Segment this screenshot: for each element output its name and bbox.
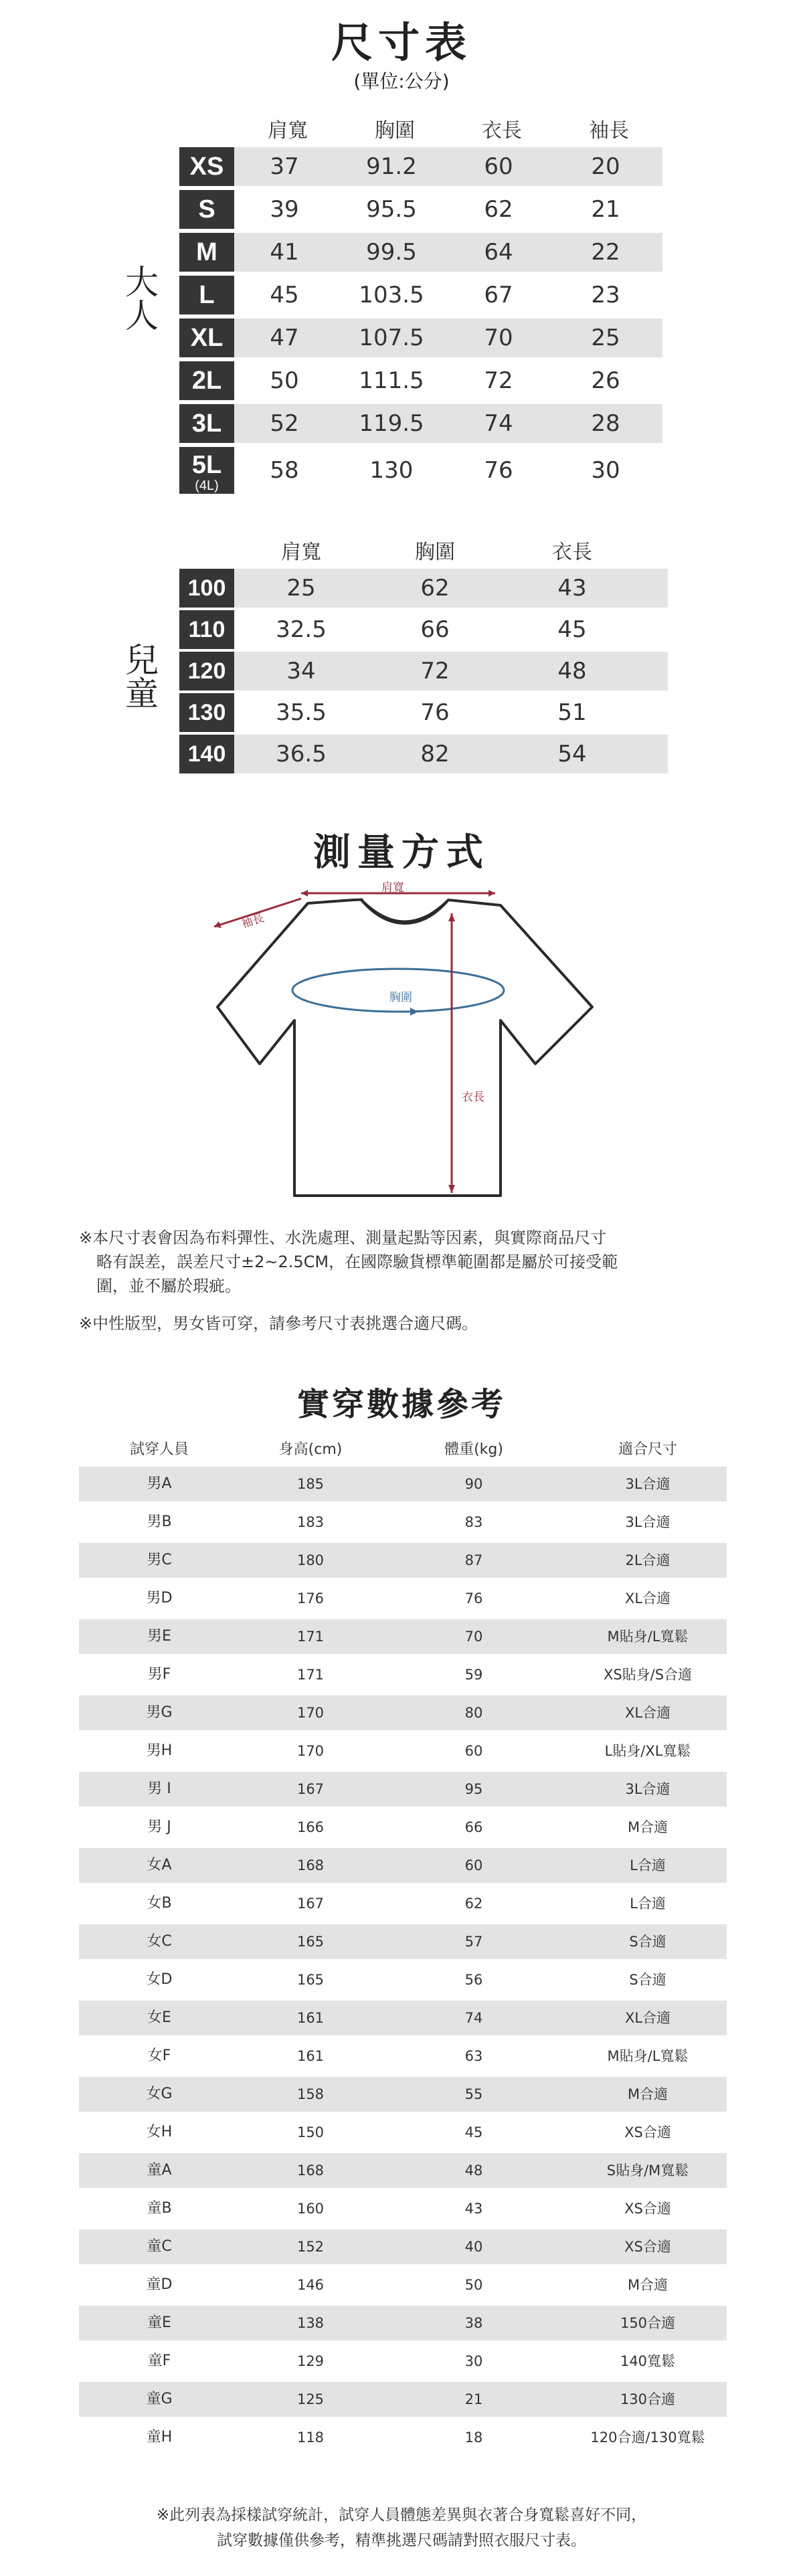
reference-cell: 166 xyxy=(296,1819,325,1835)
size-label xyxy=(179,361,234,400)
reference-cell: L合適 xyxy=(630,1896,666,1912)
size-label xyxy=(179,447,234,494)
size-value: 64 xyxy=(484,239,513,266)
size-label-text: 2L xyxy=(191,367,222,395)
reference-cell: 童B xyxy=(147,2200,172,2217)
reference-cell: 170 xyxy=(296,1743,325,1759)
reference-cell: M合適 xyxy=(627,1819,668,1835)
reference-row xyxy=(79,1467,727,1501)
reference-cell: 女A xyxy=(147,1857,172,1873)
reference-cell: 129 xyxy=(296,2353,325,2369)
reference-cell: XS合適 xyxy=(624,2239,671,2255)
reference-cell: 95 xyxy=(464,1781,483,1797)
reference-cell: 童H xyxy=(146,2429,173,2446)
reference-cell: 48 xyxy=(464,2163,483,2179)
size-label: 130 xyxy=(179,693,234,732)
size-cells xyxy=(234,652,668,691)
kid-size-row xyxy=(179,652,668,691)
size-cells xyxy=(234,735,668,773)
size-label-text: S xyxy=(198,195,215,223)
size-value: 26 xyxy=(591,367,620,394)
size-value: 47 xyxy=(270,325,299,351)
reference-cell: 童G xyxy=(146,2391,173,2407)
reference-row xyxy=(79,1848,727,1883)
size-value: 107.5 xyxy=(359,325,424,351)
reference-row xyxy=(79,2077,727,2112)
size-value: 54 xyxy=(557,741,587,767)
size-value: 130 xyxy=(369,457,414,484)
size-value: 76 xyxy=(484,457,513,484)
reference-cell: M貼身/L寬鬆 xyxy=(607,2048,689,2064)
reference-cell: S合適 xyxy=(629,1934,666,1950)
reference-row xyxy=(79,2115,727,2150)
reference-row xyxy=(79,1581,727,1616)
kid-header-row xyxy=(234,535,669,562)
reference-cell: 童F xyxy=(147,2353,171,2369)
reference-cell: 50 xyxy=(464,2277,483,2293)
size-cells xyxy=(234,190,662,229)
reference-cell: 男B xyxy=(147,1513,172,1530)
measurement-note xyxy=(79,1226,748,1298)
reference-row xyxy=(79,1772,727,1807)
reference-row xyxy=(79,2306,727,2340)
reference-row xyxy=(79,2420,727,2455)
reference-cell: M合適 xyxy=(627,2277,668,2293)
reference-cell: 2L合適 xyxy=(625,1552,671,1568)
size-label xyxy=(179,318,234,357)
reference-cell: 180 xyxy=(296,1552,325,1568)
reference-title: 實穿數據參考 xyxy=(296,1386,506,1423)
size-value: 51 xyxy=(557,699,587,726)
size-value: 91.2 xyxy=(366,153,417,180)
reference-cell: 女B xyxy=(147,1895,172,1912)
size-label: 100 xyxy=(179,569,234,608)
size-value: 22 xyxy=(591,239,620,266)
reference-row xyxy=(79,1505,727,1540)
tshirt-diagram xyxy=(201,873,616,1221)
reference-row xyxy=(79,1543,727,1578)
size-value: 58 xyxy=(270,457,299,484)
reference-cell: S貼身/M寬鬆 xyxy=(606,2163,689,2179)
reference-cell: 87 xyxy=(464,1552,483,1568)
unisex-note: ※中性版型，男女皆可穿，請參考尺寸表挑選合適尺碼。 xyxy=(79,1314,478,1333)
size-value: 66 xyxy=(420,616,450,643)
size-value: 99.5 xyxy=(366,239,417,266)
size-value: 43 xyxy=(557,575,587,602)
size-value: 37 xyxy=(270,153,299,180)
reference-row xyxy=(79,1886,727,1921)
reference-cell: 30 xyxy=(464,2353,483,2369)
size-value: 119.5 xyxy=(359,410,424,437)
reference-cell: 185 xyxy=(296,1476,325,1492)
reference-cell: XL合適 xyxy=(624,1705,671,1721)
reference-cell: 167 xyxy=(296,1896,325,1912)
reference-cell: 62 xyxy=(464,1896,483,1912)
size-cells xyxy=(234,569,668,608)
size-value: 76 xyxy=(420,699,450,726)
reference-cell: 56 xyxy=(464,1972,483,1988)
size-value: 62 xyxy=(420,575,450,602)
unit-label: (單位:公分) xyxy=(353,70,450,92)
reference-cell: 60 xyxy=(464,1857,483,1873)
footer-line-2: 試穿數據僅供參考，精準挑選尺碼請對照衣服尺寸表。 xyxy=(217,2532,586,2549)
size-cells xyxy=(234,233,662,272)
reference-cell: 童C xyxy=(147,2238,172,2255)
reference-row xyxy=(79,1924,727,1959)
reference-cell: 57 xyxy=(464,1934,483,1950)
size-chart-title: 尺寸表 xyxy=(331,18,472,67)
reference-cell: 120合適/130寬鬆 xyxy=(590,2429,705,2446)
reference-cell: 60 xyxy=(464,1743,483,1759)
reference-cell: 168 xyxy=(296,2163,325,2179)
size-cells xyxy=(234,276,662,314)
reference-cell: S合適 xyxy=(629,1972,666,1988)
size-cells xyxy=(234,447,662,494)
reference-cell: 63 xyxy=(464,2048,483,2064)
size-value: 20 xyxy=(591,153,620,180)
size-value: 67 xyxy=(484,282,513,308)
size-value: 48 xyxy=(557,658,587,684)
size-label-sub: (4L) xyxy=(195,478,219,493)
adult-header-length: 衣長 xyxy=(482,119,522,143)
adult-group-label: 大人 xyxy=(120,264,159,331)
reference-cell: 女C xyxy=(147,1933,172,1950)
reference-cell: 161 xyxy=(296,2048,325,2064)
chest-label: 胸圍 xyxy=(389,991,412,1004)
size-label-text: XL xyxy=(190,324,224,352)
reference-row xyxy=(79,2191,727,2226)
reference-cell: XS貼身/S合適 xyxy=(603,1667,693,1683)
size-value: 103.5 xyxy=(359,282,424,308)
kid-size-row xyxy=(179,735,668,773)
reference-cell: 男F xyxy=(147,1666,171,1683)
size-value: 28 xyxy=(591,410,620,437)
adult-header-chest: 胸圍 xyxy=(375,119,415,143)
adult-size-row xyxy=(179,190,661,229)
size-value: 52 xyxy=(270,410,299,437)
adult-size-row xyxy=(179,447,661,494)
size-label-text: 3L xyxy=(191,409,222,438)
reference-cell: M合適 xyxy=(627,2086,668,2102)
reference-cell: 女H xyxy=(146,2124,173,2140)
size-value: 25 xyxy=(591,325,620,351)
size-value: 21 xyxy=(591,196,620,223)
reference-cell: 165 xyxy=(296,1972,325,1988)
size-label xyxy=(179,276,234,314)
reference-row xyxy=(79,2268,727,2302)
reference-cell: XL合適 xyxy=(624,2010,671,2026)
size-value: 70 xyxy=(484,325,513,351)
ref-header-size: 適合尺寸 xyxy=(618,1441,677,1458)
size-label-text: M xyxy=(196,238,217,266)
reference-cell: M貼身/L寬鬆 xyxy=(607,1629,689,1645)
reference-row xyxy=(79,2382,727,2417)
adult-size-row xyxy=(179,233,661,272)
ref-header-weight: 體重(kg) xyxy=(444,1441,503,1458)
size-label-text: XS xyxy=(189,153,224,181)
adult-size-row xyxy=(179,318,661,357)
reference-cell: 童E xyxy=(147,2314,171,2331)
size-label: 120 xyxy=(179,652,234,691)
reference-cell: 171 xyxy=(296,1629,325,1645)
reference-cell: 男H xyxy=(146,1742,173,1759)
footer-line-1: ※此列表為採樣試穿統計，試穿人員體態差異與衣著合身寬鬆喜好不同， xyxy=(156,2506,647,2524)
reference-cell: 168 xyxy=(296,1857,325,1873)
size-cells xyxy=(234,147,662,186)
reference-cell: 3L合適 xyxy=(625,1781,671,1797)
reference-cell: 66 xyxy=(464,1819,483,1835)
size-value: 36.5 xyxy=(276,741,327,767)
reference-cell: 176 xyxy=(296,1590,325,1606)
size-value: 34 xyxy=(286,658,316,684)
reference-cell: 45 xyxy=(464,2124,483,2140)
reference-cell: 167 xyxy=(296,1781,325,1797)
reference-footer xyxy=(0,2502,803,2553)
sleeve-label: 袖長 xyxy=(240,911,266,931)
size-cells xyxy=(234,318,662,357)
note-line-1: ※本尺寸表會因為布料彈性、水洗處理、測量起點等因素，與實際商品尺寸 xyxy=(79,1228,607,1247)
reference-row xyxy=(79,1734,727,1768)
size-value: 23 xyxy=(591,282,620,308)
reference-cell: 女F xyxy=(147,2047,171,2064)
reference-cell: 70 xyxy=(464,1629,483,1645)
reference-cell: 83 xyxy=(464,1514,483,1530)
reference-cell: 118 xyxy=(296,2429,325,2446)
reference-header-row xyxy=(79,1436,727,1464)
size-value: 41 xyxy=(270,239,299,266)
size-value: 30 xyxy=(591,457,620,484)
reference-cell: 女G xyxy=(146,2086,173,2102)
reference-cell: XS合適 xyxy=(624,2124,671,2140)
reference-row xyxy=(79,1619,727,1654)
size-value: 45 xyxy=(270,282,299,308)
reference-row xyxy=(79,2344,727,2379)
size-label: 110 xyxy=(179,610,234,649)
note-line-2: 略有誤差，誤差尺寸±2~2.5CM，在國際驗貨標準範圍都是屬於可接受範 xyxy=(96,1253,618,1271)
reference-row xyxy=(79,1962,727,1997)
size-cells xyxy=(234,693,668,732)
reference-cell: 男 J xyxy=(147,1819,171,1835)
kid-header-chest: 胸圍 xyxy=(415,541,455,564)
ref-header-height: 身高(cm) xyxy=(278,1441,343,1458)
tshirt-outline xyxy=(217,900,592,1196)
note-line-3: 圍，並不屬於瑕疵。 xyxy=(96,1277,241,1295)
reference-cell: 138 xyxy=(296,2315,325,2331)
reference-cell: 150 xyxy=(296,2124,325,2140)
reference-cell: XS合適 xyxy=(624,2201,671,2217)
kid-header-length: 衣長 xyxy=(552,541,592,564)
reference-cell: 160 xyxy=(296,2201,325,2217)
reference-cell: XL合適 xyxy=(624,1590,671,1606)
reference-cell: 女E xyxy=(147,2009,171,2026)
size-label xyxy=(179,233,234,272)
reference-row xyxy=(79,2001,727,2035)
reference-cell: 130合適 xyxy=(620,2391,676,2407)
size-value: 82 xyxy=(420,741,450,767)
size-label xyxy=(179,190,234,229)
ref-header-person: 試穿人員 xyxy=(129,1441,189,1458)
adult-header-shoulder: 肩寬 xyxy=(268,119,308,143)
reference-cell: 男G xyxy=(146,1704,173,1721)
reference-cell: 183 xyxy=(296,1514,325,1530)
reference-cell: 161 xyxy=(296,2010,325,2026)
adult-size-row xyxy=(179,404,661,443)
reference-cell: 152 xyxy=(296,2239,325,2255)
reference-cell: 21 xyxy=(464,2391,483,2407)
reference-cell: 3L合適 xyxy=(625,1476,671,1492)
size-value: 95.5 xyxy=(366,196,417,223)
reference-cell: 90 xyxy=(464,1476,483,1492)
reference-row xyxy=(79,2153,727,2188)
reference-cell: 38 xyxy=(464,2315,483,2331)
size-cells xyxy=(234,610,668,649)
reference-cell: 140寬鬆 xyxy=(620,2353,676,2369)
reference-row xyxy=(79,1810,727,1845)
kid-size-row xyxy=(179,610,668,649)
reference-cell: 171 xyxy=(296,1667,325,1683)
reference-cell: 男D xyxy=(146,1590,173,1606)
reference-cell: 男C xyxy=(147,1552,172,1568)
reference-cell: 女D xyxy=(146,1971,173,1988)
reference-cell: 男A xyxy=(147,1475,172,1492)
reference-cell: 男 I xyxy=(147,1780,171,1797)
size-value: 74 xyxy=(484,410,513,437)
reference-cell: 童D xyxy=(146,2276,173,2293)
size-value: 72 xyxy=(420,658,450,684)
adult-size-row xyxy=(179,276,661,314)
reference-cell: L合適 xyxy=(630,1857,666,1873)
size-label-text: L xyxy=(199,281,215,309)
reference-cell: L貼身/XL寬鬆 xyxy=(604,1743,691,1759)
shoulder-label: 肩寬 xyxy=(381,881,404,895)
size-label xyxy=(179,404,234,443)
kid-size-row xyxy=(179,693,668,732)
reference-cell: 158 xyxy=(296,2086,325,2102)
length-label: 衣長 xyxy=(462,1091,484,1104)
reference-cell: 150合適 xyxy=(620,2315,676,2331)
reference-cell: 男E xyxy=(147,1628,171,1645)
size-value: 45 xyxy=(557,616,587,643)
reference-row xyxy=(79,2229,727,2264)
size-value: 50 xyxy=(270,367,299,394)
reference-cell: 40 xyxy=(464,2239,483,2255)
reference-cell: 170 xyxy=(296,1705,325,1721)
reference-row xyxy=(79,1695,727,1730)
reference-cell: 43 xyxy=(464,2201,483,2217)
size-value: 62 xyxy=(484,196,513,223)
reference-row xyxy=(79,2039,727,2074)
reference-row xyxy=(79,1657,727,1692)
reference-cell: 55 xyxy=(464,2086,483,2102)
size-value: 32.5 xyxy=(276,616,327,643)
adult-header-row xyxy=(234,114,669,141)
reference-cell: 146 xyxy=(296,2277,325,2293)
size-label: 140 xyxy=(179,735,234,773)
size-value: 25 xyxy=(286,575,316,602)
reference-cell: 童A xyxy=(147,2162,172,2179)
kid-header-shoulder: 肩寬 xyxy=(281,541,321,564)
reference-cell: 3L合適 xyxy=(625,1514,671,1530)
reference-cell: 59 xyxy=(464,1667,483,1683)
size-label xyxy=(179,147,234,186)
adult-size-row xyxy=(179,361,661,400)
size-value: 111.5 xyxy=(359,367,424,394)
reference-cell: 76 xyxy=(464,1590,483,1606)
kid-group-label: 兒童 xyxy=(120,642,159,709)
kid-size-row xyxy=(179,569,668,608)
reference-cell: 80 xyxy=(464,1705,483,1721)
measure-title: 測量方式 xyxy=(313,831,490,875)
size-cells xyxy=(234,404,662,443)
size-value: 35.5 xyxy=(276,699,327,726)
size-value: 72 xyxy=(484,367,513,394)
size-cells xyxy=(234,361,662,400)
reference-cell: 165 xyxy=(296,1934,325,1950)
reference-cell: 74 xyxy=(464,2010,483,2026)
adult-size-row xyxy=(179,147,661,186)
size-value: 39 xyxy=(270,196,299,223)
size-value: 60 xyxy=(484,153,513,180)
adult-header-sleeve: 袖長 xyxy=(589,119,629,143)
reference-cell: 18 xyxy=(464,2429,483,2446)
reference-cell: 125 xyxy=(296,2391,325,2407)
size-label-text: 5L xyxy=(191,451,222,479)
